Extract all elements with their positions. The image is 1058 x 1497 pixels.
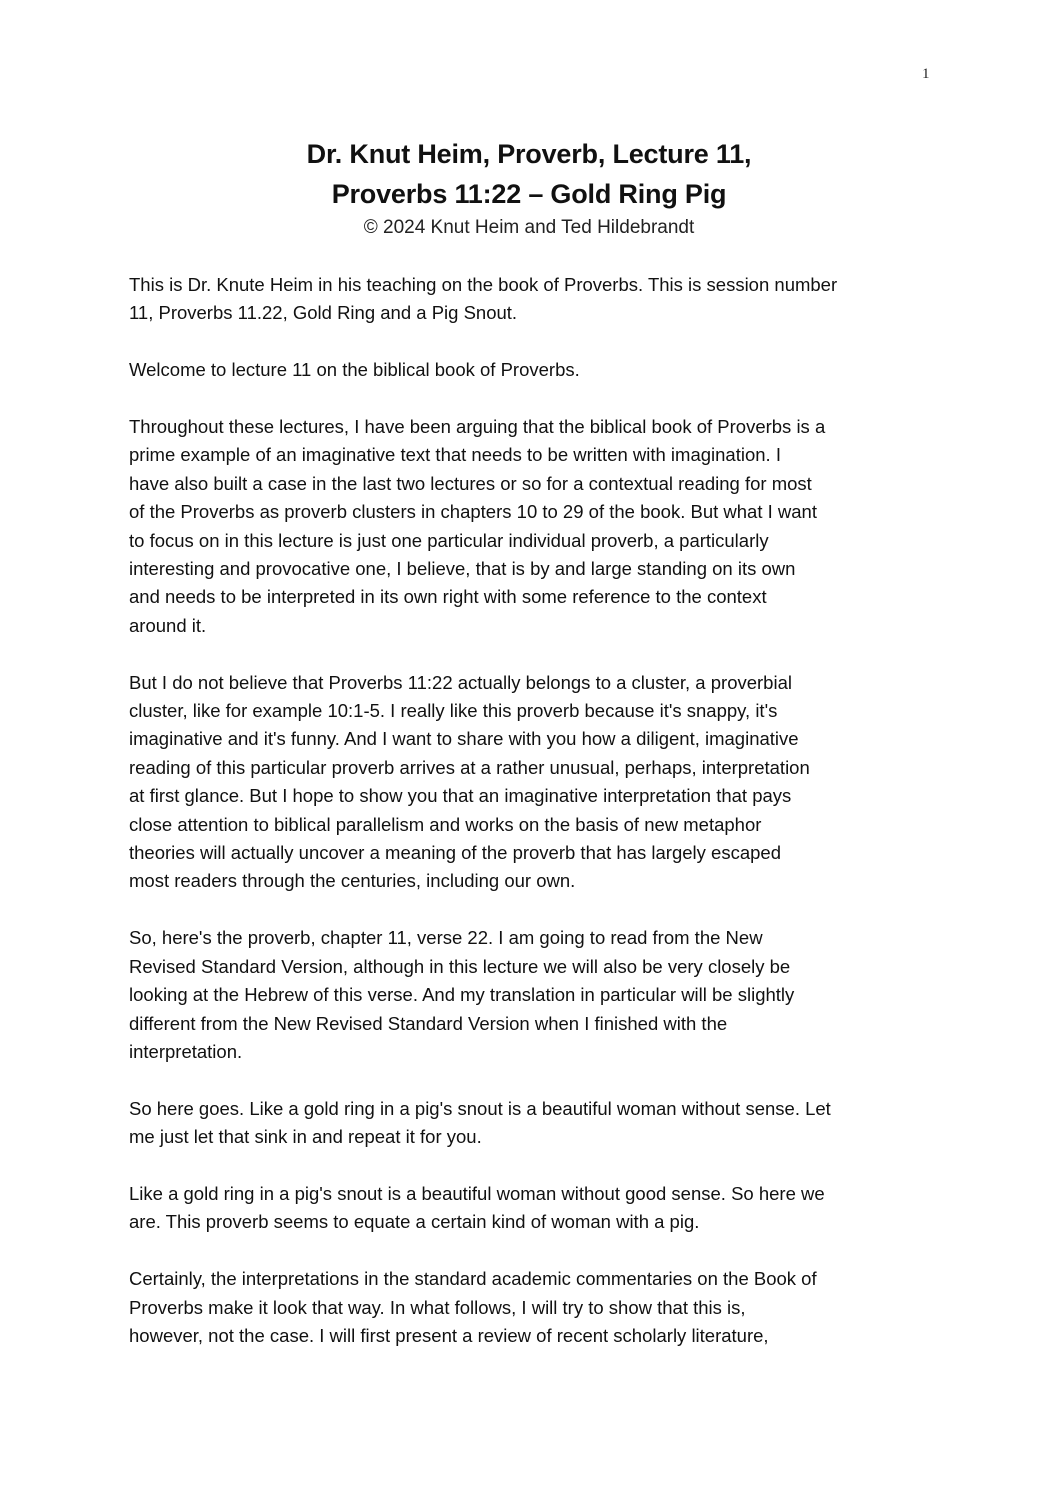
paragraph-line: have also built a case in the last two lectures or so for a contextual reading for most xyxy=(129,472,812,494)
document-header xyxy=(0,134,1058,241)
page-number: 1 xyxy=(922,66,930,82)
paragraph xyxy=(129,356,929,384)
paragraph-line: at first glance. But I hope to show you that an imaginative interpretation that pays xyxy=(129,785,792,807)
paragraph-line: Like a gold ring in a pig's snout is a beautiful woman without good sense. So here we xyxy=(129,1182,825,1204)
paragraph-line: Welcome to lecture 11 on the biblical book of Proverbs. xyxy=(129,359,580,381)
paragraph-line: are. This proverb seems to equate a certain kind of woman with a pig. xyxy=(129,1211,700,1233)
copyright-notice: © 2024 Knut Heim and Ted Hildebrandt xyxy=(363,217,695,238)
paragraph xyxy=(129,271,929,328)
paragraph-line: imaginative and it's funny. And I want to share with you how a diligent, imaginative xyxy=(129,728,799,750)
paragraph-line: This is Dr. Knute Heim in his teaching on the book of Proverbs. This is session number xyxy=(129,274,838,295)
paragraph xyxy=(129,1095,929,1152)
document-title-line-2: Proverbs 11:22 – Gold Ring Pig xyxy=(331,179,727,209)
paragraph-line: Revised Standard Version, although in this lecture we will also be very closely be xyxy=(129,955,791,977)
document-title-line-1: Dr. Knut Heim, Proverb, Lecture 11, xyxy=(306,139,752,169)
document-body xyxy=(129,271,929,1379)
paragraph-line: reading of this particular proverb arrives at a rather unusual, perhaps, interpretation xyxy=(129,756,810,778)
paragraph-line: interesting and provocative one, I believe, that is by and large standing on its own xyxy=(129,558,796,580)
paragraph-line: close attention to biblical parallelism and works on the basis of new metaphor xyxy=(129,813,762,835)
paragraph-line: But I do not believe that Proverbs 11:22 actually belongs to a cluster, a proverbial xyxy=(129,671,792,693)
paragraph-line: around it. xyxy=(129,614,207,636)
paragraph-line: So, here's the proverb, chapter 11, verse 22. I am going to read from the New xyxy=(129,927,763,949)
paragraph xyxy=(129,1180,929,1237)
paragraph-line: to focus on in this lecture is just one particular individual proverb, a particularly xyxy=(129,529,769,551)
paragraph-line: of the Proverbs as proverb clusters in chapters 10 to 29 of the book. But what I want xyxy=(129,501,817,523)
paragraph-line: theories will actually uncover a meaning of the proverb that has largely escaped xyxy=(129,842,781,864)
paragraph-line: looking at the Hebrew of this verse. And my translation in particular will be slightly xyxy=(129,984,795,1006)
paragraph-line: Throughout these lectures, I have been arguing that the biblical book of Proverbs is a xyxy=(129,416,826,437)
paragraph-line: most readers through the centuries, including our own. xyxy=(129,870,576,892)
paragraph xyxy=(129,924,929,1066)
paragraph-line: however, not the case. I will first present a review of recent scholarly literature, xyxy=(129,1324,769,1346)
paragraph-line: So here goes. Like a gold ring in a pig's snout is a beautiful woman without sense. Let xyxy=(129,1097,831,1119)
paragraph-line: different from the New Revised Standard Version when I finished with the xyxy=(129,1012,728,1034)
paragraph-line: Proverbs make it look that way. In what follows, I will try to show that this is, xyxy=(129,1296,746,1318)
paragraph-line: me just let that sink in and repeat it for you. xyxy=(129,1126,482,1148)
paragraph-line: Certainly, the interpretations in the standard academic commentaries on the Book of xyxy=(129,1268,817,1290)
paragraph-line: interpretation. xyxy=(129,1040,243,1062)
paragraph xyxy=(129,413,929,640)
paragraph-line: and needs to be interpreted in its own right with some reference to the context xyxy=(129,586,767,608)
paragraph xyxy=(129,669,929,896)
paragraph-line: prime example of an imaginative text that needs to be written with imagination. I xyxy=(129,444,781,466)
paragraph-line: 11, Proverbs 11.22, Gold Ring and a Pig Snout. xyxy=(129,302,518,324)
paragraph xyxy=(129,1265,929,1350)
paragraph-line: cluster, like for example 10:1-5. I really like this proverb because it's snappy, it's xyxy=(129,700,778,722)
